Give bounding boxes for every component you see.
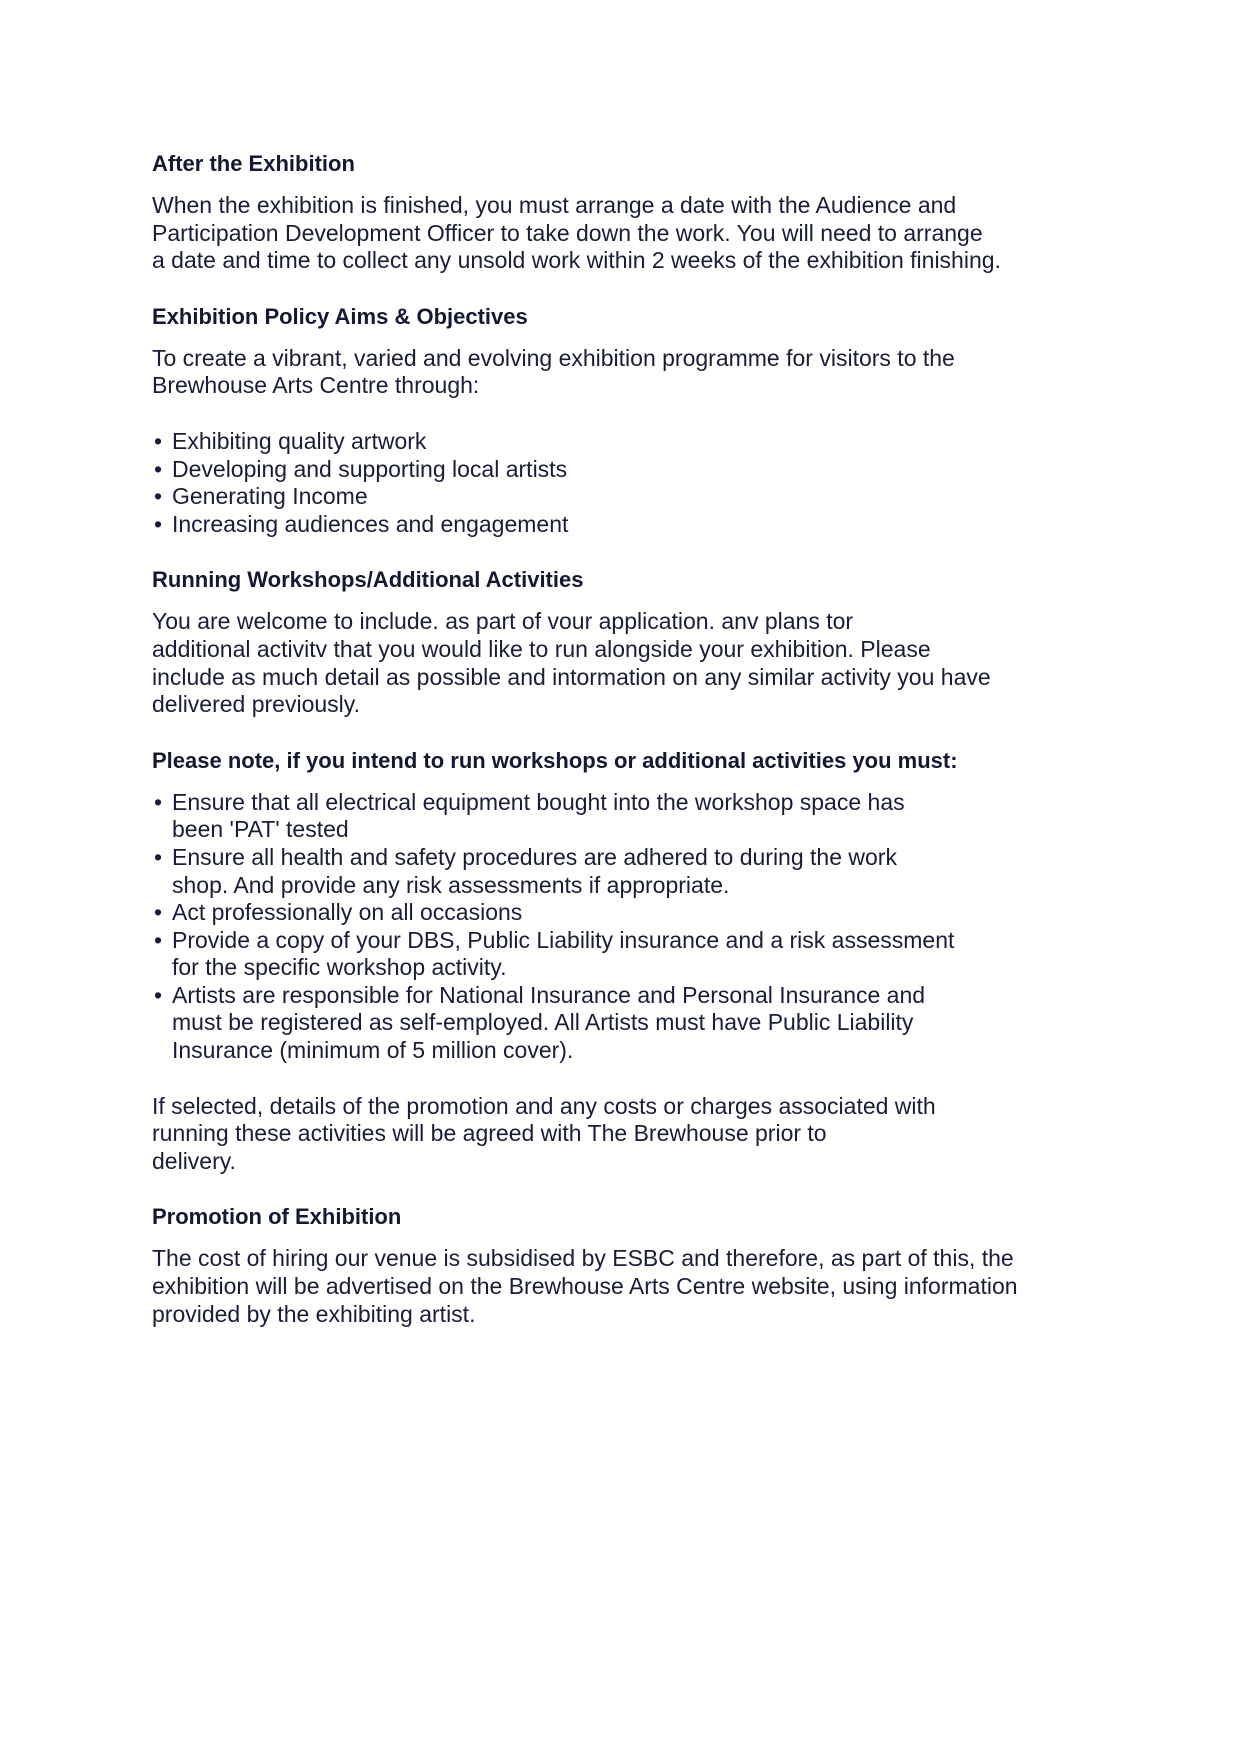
- list-item: • Generating Income: [152, 483, 1102, 511]
- text-line: • Act professionally on all occasions: [172, 899, 523, 926]
- text-line: You are welcome to include. as part of vour application. anv plans tor: [152, 608, 854, 635]
- text-line: To create a vibrant, varied and evolving exhibition programme for visitors to the: [152, 344, 955, 371]
- text-line: delivered previously.: [152, 691, 360, 718]
- heading-promotion: Promotion of Exhibition: [152, 1204, 402, 1230]
- text-line: When the exhibition is finished, you must arrange a date with the Audience and: [152, 192, 957, 218]
- text-line: additional activitv that you would like to run alongside your exhibition. Please: [152, 635, 931, 662]
- text-line: Participation Development Officer to take down the work. You will need to arrange: [152, 219, 983, 246]
- paragraph-promotion: [152, 1245, 1102, 1328]
- text-line: The cost of hiring our venue is subsidised by ESBC and therefore, as part of this, the: [152, 1245, 1014, 1272]
- list-item: [152, 899, 1052, 927]
- list-item: [152, 789, 1052, 844]
- list-item: [152, 927, 1052, 982]
- heading-please-note: Please note, if you intend to run workshops or additional activities you must:: [152, 747, 958, 773]
- text-line: running these activities will be agreed with The Brewhouse prior to: [152, 1120, 827, 1147]
- list-item: • Increasing audiences and engagement: [152, 511, 1102, 539]
- text-line: shop. And provide any risk assessments if appropriate.: [172, 871, 730, 898]
- text-line: delivery.: [152, 1147, 236, 1174]
- text-line: • Ensure that all electrical equipment bought into the workshop space has: [172, 788, 905, 815]
- document-page: [152, 150, 1102, 1356]
- list-item: [152, 982, 1052, 1065]
- workshop-requirements-list: [152, 789, 1102, 1065]
- list-item: • Exhibiting quality artwork: [152, 428, 1102, 456]
- text-line: Insurance (minimum of 5 million cover).: [172, 1037, 574, 1064]
- paragraph-selection-note: [152, 1093, 1102, 1176]
- text-line: been 'PAT' tested: [172, 816, 349, 843]
- paragraph-after-exhibition: [152, 192, 1102, 275]
- text-line: include as much detail as possible and intormation on any similar activity you have: [152, 663, 991, 690]
- list-item: [152, 844, 1052, 899]
- heading-policy-aims: Exhibition Policy Aims & Objectives: [152, 303, 528, 329]
- text-line: Brewhouse Arts Centre through:: [152, 372, 480, 399]
- text-line: must be registered as self-employed. All Artists must have Public Liability: [172, 1009, 914, 1036]
- heading-after-exhibition: After the Exhibition: [152, 151, 355, 176]
- text-line: • Artists are responsible for National Insurance and Personal Insurance and: [172, 981, 926, 1008]
- text-line: provided by the exhibiting artist.: [152, 1300, 476, 1327]
- text-line: a date and time to collect any unsold work within 2 weeks of the exhibition finishing.: [152, 247, 1001, 274]
- text-line: • Ensure all health and safety procedures are adhered to during the work: [172, 843, 897, 870]
- paragraph-policy-intro: [152, 345, 1102, 400]
- text-line: • Provide a copy of your DBS, Public Liability insurance and a risk assessment: [172, 926, 955, 953]
- paragraph-workshops: [152, 608, 1102, 718]
- text-line: exhibition will be advertised on the Brewhouse Arts Centre website, using information: [152, 1273, 1018, 1300]
- policy-aims-list: [152, 428, 1102, 538]
- heading-running-workshops: Running Workshops/Additional Activities: [152, 567, 584, 593]
- text-line: for the specific workshop activity.: [172, 954, 507, 981]
- text-line: If selected, details of the promotion and any costs or charges associated with: [152, 1092, 936, 1119]
- list-item: • Developing and supporting local artists: [152, 456, 1102, 484]
